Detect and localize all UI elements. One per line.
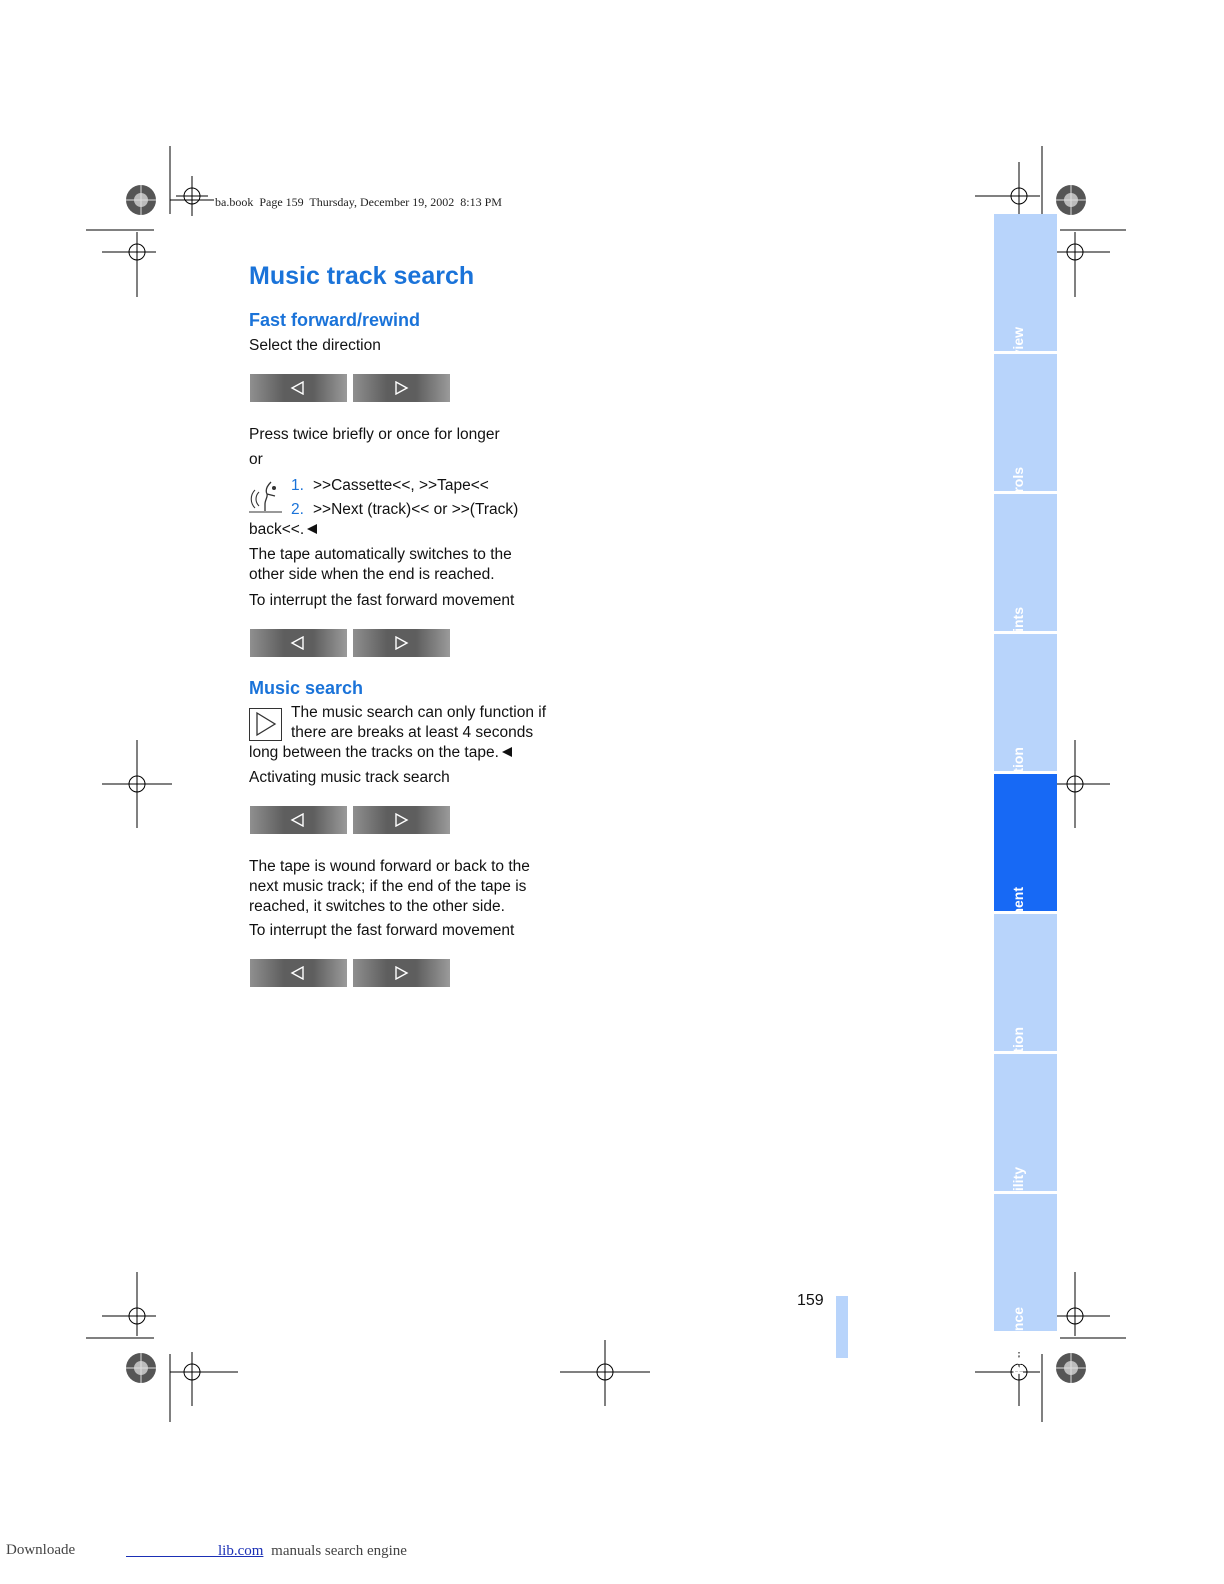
direction-buttons-4 — [250, 959, 450, 987]
rewind-button[interactable] — [250, 629, 347, 657]
footer-link-underline — [126, 1542, 218, 1557]
note-triangle-icon — [249, 708, 283, 742]
tab-entertainment[interactable] — [994, 774, 1057, 914]
tape-switch-text-1: The tape automatically switches to the — [249, 546, 512, 563]
forward-button[interactable] — [353, 959, 450, 987]
left-arrow-icon — [290, 966, 306, 980]
end-triangle-icon — [501, 746, 513, 758]
section-heading-fast-forward: Fast forward/rewind — [249, 310, 421, 330]
footer-link-line — [126, 1542, 407, 1560]
note-text-1: The music search can only function if — [291, 704, 547, 721]
left-arrow-icon — [290, 813, 306, 827]
tab-mobility[interactable] — [994, 1054, 1057, 1194]
wound-text-2: next music track; if the end of the tape is — [249, 878, 527, 895]
left-arrow-icon — [290, 636, 306, 650]
end-triangle-icon — [306, 523, 318, 535]
wound-text-3: reached, it switches to the other side. — [249, 898, 505, 915]
tab-communication[interactable] — [994, 914, 1057, 1054]
voice-command-icon — [249, 478, 283, 514]
forward-button[interactable] — [353, 629, 450, 657]
wound-text-1: The tape is wound forward or back to the — [249, 858, 530, 875]
voice-item-1 — [291, 476, 489, 496]
direction-buttons-2 — [250, 629, 450, 657]
tab-reference[interactable] — [994, 1194, 1057, 1375]
right-arrow-icon — [393, 381, 409, 395]
note-text-2: there are breaks at least 4 seconds — [291, 724, 534, 741]
select-direction-text: Select the direction — [249, 337, 381, 354]
footer-left-text: Downloade — [6, 1542, 76, 1558]
note-text-3-line — [249, 743, 513, 763]
direction-buttons-3 — [250, 806, 450, 834]
press-twice-text: Press twice briefly or once for longer — [249, 426, 500, 443]
tab-controls[interactable] — [994, 354, 1057, 494]
left-arrow-icon — [290, 381, 306, 395]
activating-text: Activating music track search — [249, 769, 450, 786]
rewind-button[interactable] — [250, 374, 347, 402]
right-arrow-icon — [393, 636, 409, 650]
voice-cont-text: back<<. — [249, 521, 305, 538]
right-arrow-icon — [393, 966, 409, 980]
voice-item-2-continuation — [249, 520, 318, 540]
interrupt-text-2: To interrupt the fast forward movement — [249, 922, 515, 939]
section-heading-music-search: Music search — [249, 678, 364, 698]
voice-item-1-text: >>Cassette<<, >>Tape<< — [313, 477, 489, 494]
tab-driving-hints[interactable] — [994, 494, 1057, 634]
footer-right-text: manuals search engine — [271, 1543, 407, 1559]
page-number: 159 — [797, 1292, 824, 1309]
right-arrow-icon — [393, 813, 409, 827]
book-header-line: ba.book Page 159 Thursday, December 19, 2002 8:13 PM — [215, 195, 502, 209]
voice-item-1-number: 1. — [291, 477, 304, 494]
page-number-bar — [836, 1296, 848, 1358]
page-title: Music track search — [249, 262, 475, 290]
or-text: or — [249, 451, 263, 468]
voice-item-2 — [291, 500, 518, 520]
voice-item-2-text: >>Next (track)<< or >>(Track) — [313, 501, 519, 518]
note-text-3: long between the tracks on the tape. — [249, 744, 499, 761]
rewind-button[interactable] — [250, 806, 347, 834]
forward-button[interactable] — [353, 374, 450, 402]
direction-buttons-1 — [250, 374, 450, 402]
forward-button[interactable] — [353, 806, 450, 834]
footer-link[interactable]: lib.com — [218, 1543, 264, 1559]
rewind-button[interactable] — [250, 959, 347, 987]
tab-overview[interactable] — [994, 214, 1057, 354]
tape-switch-text-2: other side when the end is reached. — [249, 566, 495, 583]
tab-reference-label: Reference — [1010, 1307, 1026, 1375]
interrupt-text-1: To interrupt the fast forward movement — [249, 592, 515, 609]
voice-item-2-number: 2. — [291, 501, 304, 518]
tab-navigation[interactable] — [994, 634, 1057, 774]
